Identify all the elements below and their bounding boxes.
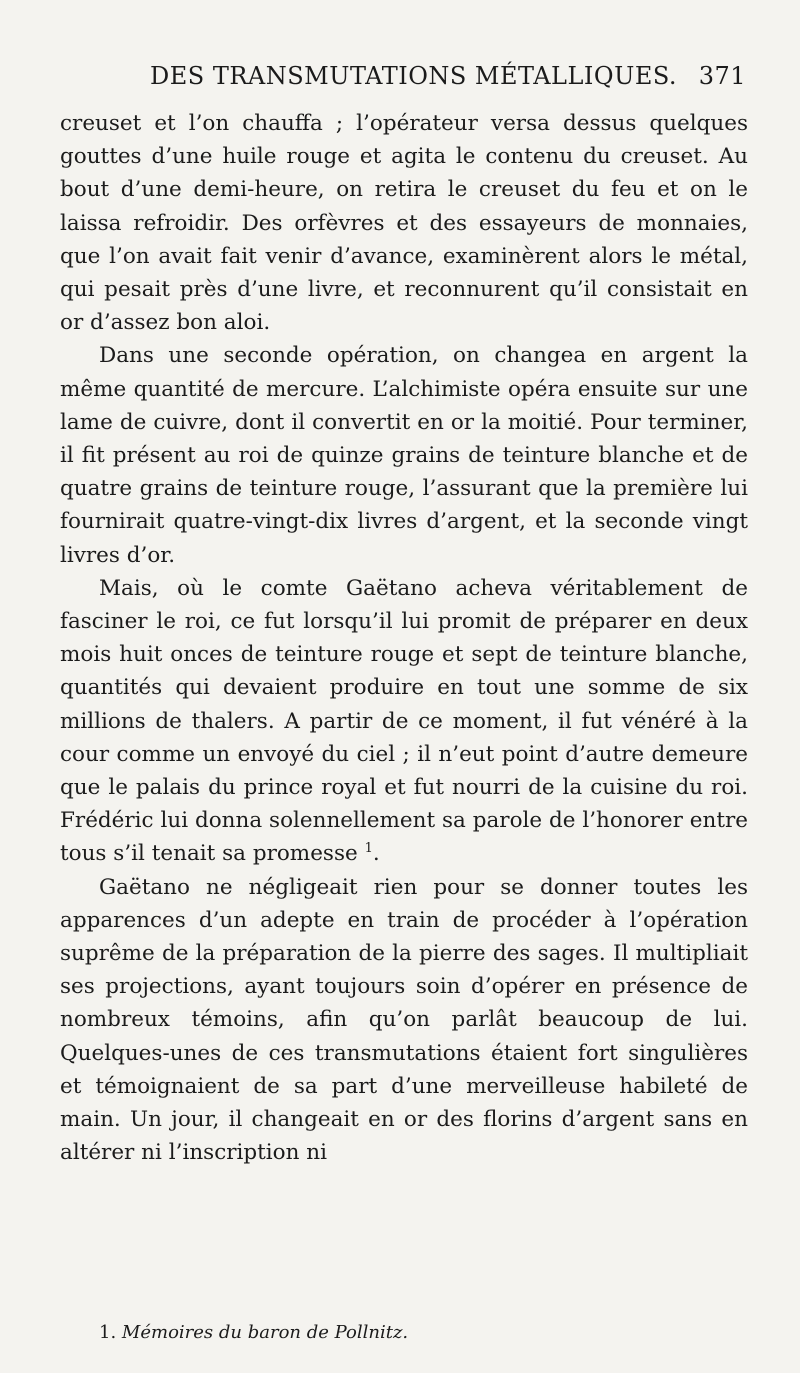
paragraph-3: Mais, où le comte Gaëtano acheva véritablement de fasciner le roi, ce fut lorsqu’il lui promit de préparer en deux mois huit onces de teinture rouge et sept de teinture blanche, quantités qui devaient produire en tout une somme de six millions de thalers. A partir de ce moment, il fut vénéré à la cour comme un envoyé du ciel ; il n’eut point d’autre demeure que le palais du prince royal et fut nourri de la cuisine du roi. Frédéric lui donna solennellement sa parole de l’honorer entre tous s’il tenait sa promesse $^1$. [60,575,748,867]
running-title: DES TRANSMUTATIONS MÉTALLIQUES. [150,62,678,90]
running-head [150,62,746,90]
page-number: 371 [698,62,746,90]
paragraph-2: Dans une seconde opération, on changea en argent la même quantité de mercure. L’alchimiste opéra ensuite sur une lame de cuivre, dont il convertit en or la moitié. Pour terminer, il fit présent au roi de quinze grains de teinture blanche et de quatre grains de teinture rouge, l’assurant que la première lui fournirait quatre-vingt-dix livres d’argent, et la seconde vingt livres d’or. [60,343,748,568]
footnote-text: Mémoires du baron de Pollnitz. [121,1322,409,1343]
paragraph-4: Gaëtano ne négligeait rien pour se donner toutes les apparences d’un adepte en train de procéder à l’opération suprême de la préparation de la pierre des sages. Il multipliait ses projections, ayant toujours soin d’opérer en présence de nombreux témoins, afin qu’on parlât beaucoup de lui. Quelques-unes de ces transmutations étaient fort singulières et témoignaient de sa part d’une merveilleuse habileté de main. Un jour, il changeait en or des florins d’argent sans en altérer ni l’inscription ni [60,874,748,1166]
body-text [60,107,748,1170]
paragraph-1: creuset et l’on chauffa ; l’opérateur versa dessus quelques gouttes d’une huile rouge et agita le contenu du creuset. Au bout d’une demi-heure, on retira le creuset du feu et on le laissa refroidir. Des orfèvres et des essayeurs de monnaies, que l’on avait fait venir d’avance, examinèrent alors le métal, qui pesait près d’une livre, et reconnurent qu’il consistait en or d’assez bon aloi. [60,111,748,336]
footnote-number: 1. [99,1322,117,1343]
paragraph-3-text: Mais, où le comte Gaëtano acheva véritablement de fasciner le roi, ce fut lorsqu’il lui promit de préparer en deux mois huit onces de teinture rouge et sept de teinture blanche, quantités qui devaient produire en tout une somme de six millions de thalers. A partir de ce moment, il fut vénéré à la cour comme un envoyé du ciel ; il n’eut point d’autre demeure que le palais du prince royal et fut nourri de la cuisine du roi. Frédéric lui donna solennellement sa parole de l’honorer entre tous s’il tenait sa promesse [60,575,748,867]
footnote [99,1322,740,1343]
footnote-reference: 1 [364,841,373,857]
